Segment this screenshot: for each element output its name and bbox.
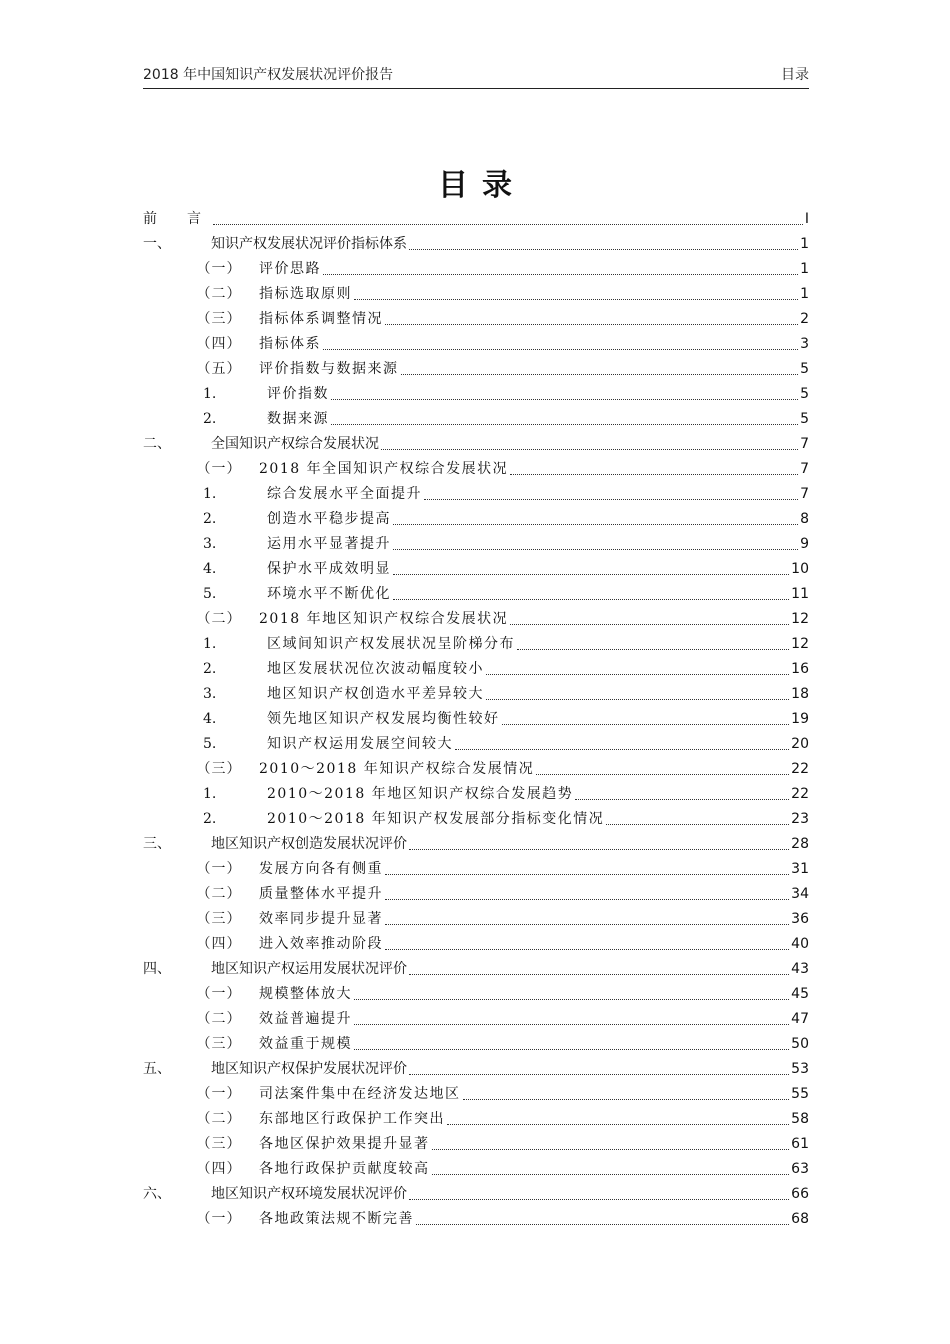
toc-entry-page-number: 7 — [800, 436, 809, 452]
toc-entry-page-number: 45 — [791, 986, 809, 1002]
toc-entry-label: 地区知识产权环境发展状况评价 — [211, 1186, 407, 1202]
toc-entry-page-number: 43 — [791, 961, 809, 977]
toc-entry-page-number: 66 — [791, 1186, 809, 1202]
toc-entry-page-number: 20 — [791, 736, 809, 752]
toc-entry-page-number: 7 — [800, 486, 809, 502]
toc-entry-label: 效益重于规模 — [259, 1036, 352, 1052]
toc-entry-number: 1. — [203, 636, 217, 652]
toc-entry-page-number: 7 — [800, 461, 809, 477]
toc-entry-number: 4. — [203, 561, 217, 577]
toc-entry-page-number: 55 — [791, 1086, 809, 1102]
toc-dot-leader — [385, 873, 789, 875]
toc-entry-label: 评价思路 — [259, 261, 321, 277]
toc-entry-label: 运用水平显著提升 — [267, 536, 391, 552]
toc-dot-leader — [447, 1123, 789, 1125]
toc-entry[interactable] — [143, 303, 809, 328]
toc-dot-leader — [409, 1073, 789, 1075]
toc-dot-leader — [502, 723, 790, 725]
toc-entry[interactable] — [143, 828, 809, 853]
toc-dot-leader — [575, 798, 789, 800]
toc-entry-number: 2. — [203, 661, 217, 677]
toc-dot-leader — [409, 848, 789, 850]
toc-entry-label: 地区知识产权运用发展状况评价 — [211, 961, 407, 977]
toc-entry-page-number: 36 — [791, 911, 809, 927]
toc-entry[interactable] — [143, 1028, 809, 1053]
toc-dot-leader — [385, 898, 789, 900]
toc-entry[interactable] — [143, 203, 809, 228]
toc-dot-leader — [510, 623, 789, 625]
toc-entry-page-number: 28 — [791, 836, 809, 852]
toc-dot-leader — [409, 1198, 789, 1200]
toc-entry-number: 1. — [203, 386, 217, 402]
toc-entry-page-number: 61 — [791, 1136, 809, 1152]
toc-entry-page-number: 22 — [791, 786, 809, 802]
toc-entry-label: 地区知识产权创造发展状况评价 — [211, 836, 407, 852]
toc-entry-page-number: 23 — [791, 811, 809, 827]
toc-entry-page-number: 16 — [791, 661, 809, 677]
toc-entry-number: 一、 — [143, 236, 171, 252]
toc-entry[interactable] — [143, 328, 809, 353]
toc-entry-label: 保护水平成效明显 — [267, 561, 391, 577]
toc-entry[interactable] — [143, 1128, 809, 1153]
toc-entry-label: 效率同步提升显著 — [259, 911, 383, 927]
toc-dot-leader — [432, 1148, 790, 1150]
toc-dot-leader — [393, 598, 789, 600]
toc-entry-number: 5. — [203, 736, 217, 752]
toc-entry-number: （五） — [196, 361, 242, 377]
toc-entry-number: （二） — [196, 1011, 242, 1027]
toc-entry[interactable] — [143, 903, 809, 928]
toc-dot-leader — [401, 373, 799, 375]
toc-entry-page-number: 53 — [791, 1061, 809, 1077]
toc-entry-label: 各地行政保护贡献度较高 — [259, 1161, 430, 1177]
toc-entry-number: 1. — [203, 786, 217, 802]
toc-entry-page-number: 11 — [791, 586, 809, 602]
toc-entry-label: 发展方向各有侧重 — [259, 861, 383, 877]
toc-dot-leader — [486, 698, 789, 700]
toc-entry[interactable] — [143, 578, 809, 603]
toc-dot-leader — [323, 273, 798, 275]
toc-entry-label: 东部地区行政保护工作突出 — [259, 1111, 445, 1127]
toc-entry-label: 2018 年全国知识产权综合发展状况 — [259, 461, 509, 477]
toc-entry-page-number: 50 — [791, 1036, 809, 1052]
toc-entry-label: 知识产权运用发展空间较大 — [267, 736, 453, 752]
toc-entry-label: 司法案件集中在经济发达地区 — [259, 1086, 461, 1102]
toc-entry[interactable] — [143, 1078, 809, 1103]
toc-entry[interactable] — [143, 853, 809, 878]
toc-entry-page-number: 10 — [791, 561, 809, 577]
toc-dot-leader — [385, 948, 789, 950]
toc-entry-number: （三） — [196, 911, 242, 927]
toc-dot-leader — [354, 998, 789, 1000]
toc-entry[interactable] — [143, 1153, 809, 1178]
toc-entry[interactable] — [143, 1103, 809, 1128]
toc-entry-number: 3. — [203, 536, 217, 552]
toc-entry[interactable] — [143, 728, 809, 753]
toc-entry[interactable] — [143, 628, 809, 653]
toc-entry-number: （一） — [196, 1086, 242, 1102]
toc-entry-number: （一） — [196, 1211, 242, 1227]
toc-entry-label: 指标体系调整情况 — [259, 311, 383, 327]
toc-entry-label: 质量整体水平提升 — [259, 886, 383, 902]
toc-entry-label: 各地区保护效果提升显著 — [259, 1136, 430, 1152]
toc-entry[interactable] — [143, 253, 809, 278]
toc-entry-number: 3. — [203, 686, 217, 702]
toc-entry-label: 2010～2018 年知识产权综合发展情况 — [259, 761, 535, 777]
toc-dot-leader — [510, 473, 798, 475]
toc-entry[interactable] — [143, 503, 809, 528]
toc-entry-number: （四） — [196, 936, 242, 952]
toc-entry-number: 2. — [203, 411, 217, 427]
toc-entry[interactable] — [143, 353, 809, 378]
page-header — [143, 62, 809, 89]
toc-entry-label: 效益普遍提升 — [259, 1011, 352, 1027]
toc-entry-page-number: 34 — [791, 886, 809, 902]
header-report-title: 2018 年中国知识产权发展状况评价报告 — [143, 67, 394, 83]
toc-dot-leader — [393, 548, 798, 550]
toc-entry[interactable] — [143, 428, 809, 453]
toc-entry-number: 2. — [203, 811, 217, 827]
toc-entry-label: 区域间知识产权发展状况呈阶梯分布 — [267, 636, 515, 652]
toc-entry-number: （三） — [196, 311, 242, 327]
toc-entry[interactable] — [143, 753, 809, 778]
toc-entry[interactable] — [143, 878, 809, 903]
toc-entry-number: 六、 — [143, 1186, 171, 1202]
toc-entry-label: 2018 年地区知识产权综合发展状况 — [259, 611, 509, 627]
toc-dot-leader — [331, 423, 798, 425]
toc-entry-label: 地区知识产权创造水平差异较大 — [267, 686, 484, 702]
toc-entry-number: （一） — [196, 986, 242, 1002]
toc-entry[interactable] — [143, 1053, 809, 1078]
toc-entry[interactable] — [143, 1178, 809, 1203]
toc-entry-label: 2010～2018 年地区知识产权综合发展趋势 — [267, 786, 574, 802]
toc-entry-number: 五、 — [143, 1061, 171, 1077]
toc-entry[interactable] — [143, 278, 809, 303]
toc-entry-page-number: 31 — [791, 861, 809, 877]
toc-entry-label: 各地政策法规不断完善 — [259, 1211, 414, 1227]
toc-entry-page-number: 68 — [791, 1211, 809, 1227]
toc-entry[interactable] — [143, 403, 809, 428]
toc-entry-label: 评价指数与数据来源 — [259, 361, 399, 377]
toc-dot-leader — [381, 448, 798, 450]
toc-entry-page-number: 12 — [791, 611, 809, 627]
toc-entry-label: 领先地区知识产权发展均衡性较好 — [267, 711, 500, 727]
toc-dot-leader — [517, 648, 789, 650]
toc-dot-leader — [354, 1023, 789, 1025]
toc-entry[interactable] — [143, 553, 809, 578]
toc-dot-leader — [213, 223, 803, 225]
toc-dot-leader — [409, 973, 789, 975]
toc-entry-page-number: 9 — [800, 536, 809, 552]
toc-entry[interactable] — [143, 778, 809, 803]
toc-entry[interactable] — [143, 653, 809, 678]
toc-entry-label: 综合发展水平全面提升 — [267, 486, 422, 502]
toc-entry-label: 地区发展状况位次波动幅度较小 — [267, 661, 484, 677]
toc-entry-page-number: 58 — [791, 1111, 809, 1127]
toc-entry-number: （一） — [196, 461, 242, 477]
toc-entry-page-number: 2 — [800, 311, 809, 327]
toc-title: 目录 — [438, 168, 526, 203]
toc-entry[interactable] — [143, 953, 809, 978]
toc-entry[interactable] — [143, 1203, 809, 1228]
toc-entry[interactable] — [143, 1003, 809, 1028]
header-section-name: 目录 — [781, 67, 809, 83]
toc-entry-number: （二） — [196, 286, 242, 302]
toc-entry-label: 地区知识产权保护发展状况评价 — [211, 1061, 407, 1077]
toc-entry-number: 二、 — [143, 436, 171, 452]
toc-entry-page-number: 12 — [791, 636, 809, 652]
toc-entry-label: 指标体系 — [259, 336, 321, 352]
toc-entry-number: （四） — [196, 1161, 242, 1177]
toc-entry-number: 三、 — [143, 836, 171, 852]
toc-entry-label: 数据来源 — [267, 411, 329, 427]
toc-dot-leader — [606, 823, 789, 825]
toc-entry-label: 指标选取原则 — [259, 286, 352, 302]
toc-entry-label: 环境水平不断优化 — [267, 586, 391, 602]
toc-dot-leader — [385, 323, 798, 325]
toc-dot-leader — [536, 773, 789, 775]
toc-dot-leader — [331, 398, 798, 400]
toc-entry-number: 2. — [203, 511, 217, 527]
toc-entry-page-number: 8 — [800, 511, 809, 527]
toc-entry-page-number: I — [804, 211, 809, 227]
toc-entry[interactable] — [143, 603, 809, 628]
toc-entry-label: 全国知识产权综合发展状况 — [211, 436, 379, 452]
toc-dot-leader — [463, 1098, 790, 1100]
toc-entry-page-number: 22 — [791, 761, 809, 777]
toc-dot-leader — [323, 348, 798, 350]
toc-entry-label: 2010～2018 年知识产权发展部分指标变化情况 — [267, 811, 605, 827]
toc-dot-leader — [354, 298, 798, 300]
toc-entry-number: （二） — [196, 1111, 242, 1127]
toc-entry-page-number: 1 — [800, 236, 809, 252]
toc-entry-page-number: 5 — [800, 411, 809, 427]
toc-entry[interactable] — [143, 978, 809, 1003]
toc-entry-label: 知识产权发展状况评价指标体系 — [211, 236, 407, 252]
toc-entry[interactable] — [143, 678, 809, 703]
toc-entry-page-number: 5 — [800, 361, 809, 377]
toc-entry-number: （三） — [196, 1136, 242, 1152]
toc-entry-number: （一） — [196, 861, 242, 877]
toc-entry-label: 进入效率推动阶段 — [259, 936, 383, 952]
toc-dot-leader — [354, 1048, 789, 1050]
toc-entry-page-number: 18 — [791, 686, 809, 702]
toc-entry-number: （二） — [196, 886, 242, 902]
toc-entry-number: （一） — [196, 261, 242, 277]
toc-entry-label: 规模整体放大 — [259, 986, 352, 1002]
table-of-contents — [143, 203, 809, 1228]
toc-entry-page-number: 5 — [800, 386, 809, 402]
toc-dot-leader — [385, 923, 789, 925]
toc-entry[interactable] — [143, 478, 809, 503]
toc-entry-number: （三） — [196, 761, 242, 777]
toc-entry-number: 前言 — [143, 211, 231, 227]
toc-entry-number: （三） — [196, 1036, 242, 1052]
toc-entry-number: 5. — [203, 586, 217, 602]
toc-entry[interactable] — [143, 928, 809, 953]
toc-entry-number: 4. — [203, 711, 217, 727]
toc-entry-page-number: 1 — [800, 261, 809, 277]
toc-dot-leader — [409, 248, 798, 250]
toc-dot-leader — [455, 748, 789, 750]
toc-entry-number: （四） — [196, 336, 242, 352]
toc-entry[interactable] — [143, 703, 809, 728]
toc-dot-leader — [393, 523, 798, 525]
toc-entry-label: 创造水平稳步提高 — [267, 511, 391, 527]
toc-entry-page-number: 3 — [800, 336, 809, 352]
toc-entry[interactable] — [143, 453, 809, 478]
toc-entry[interactable] — [143, 803, 809, 828]
toc-entry-number: 四、 — [143, 961, 171, 977]
toc-entry[interactable] — [143, 378, 809, 403]
toc-entry-page-number: 40 — [791, 936, 809, 952]
toc-entry[interactable] — [143, 228, 809, 253]
toc-dot-leader — [432, 1173, 790, 1175]
toc-entry-page-number: 19 — [791, 711, 809, 727]
toc-entry-number: （二） — [196, 611, 242, 627]
toc-entry-label: 评价指数 — [267, 386, 329, 402]
toc-entry[interactable] — [143, 528, 809, 553]
toc-entry-page-number: 47 — [791, 1011, 809, 1027]
toc-entry-page-number: 1 — [800, 286, 809, 302]
toc-entry-number: 1. — [203, 486, 217, 502]
toc-dot-leader — [424, 498, 798, 500]
toc-dot-leader — [416, 1223, 789, 1225]
toc-dot-leader — [486, 673, 789, 675]
toc-entry-page-number: 63 — [791, 1161, 809, 1177]
toc-dot-leader — [393, 573, 789, 575]
